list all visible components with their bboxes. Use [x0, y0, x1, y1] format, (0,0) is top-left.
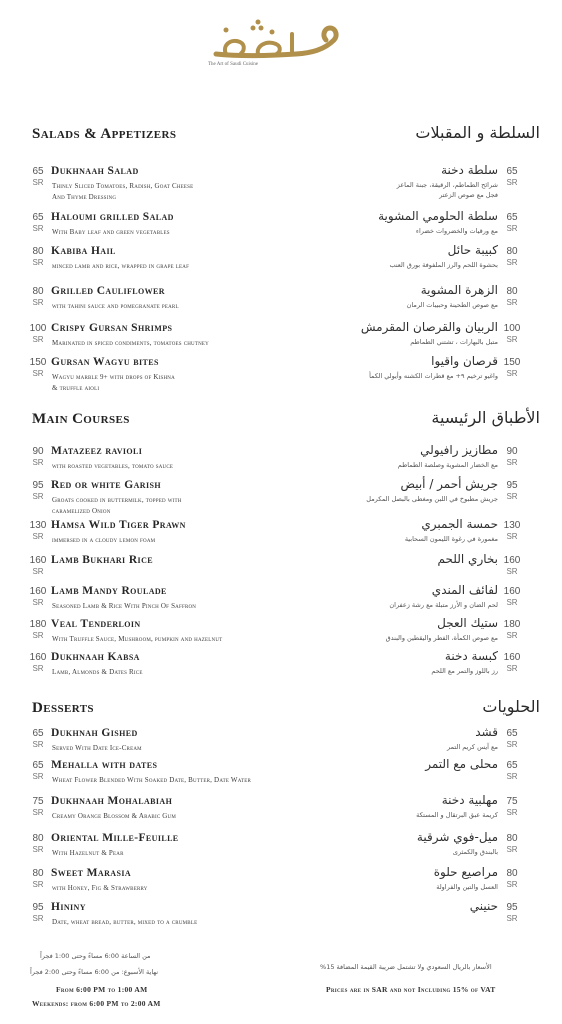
price-left [29, 619, 47, 641]
price-value: 160 [503, 586, 521, 597]
currency-label: SR [32, 845, 44, 854]
price-value: 80 [506, 246, 518, 257]
price-value: 95 [32, 902, 44, 913]
item-name-en: Hininy [51, 901, 86, 913]
price-value: 160 [29, 586, 47, 597]
item-name-ar: لفائف المندي [431, 583, 498, 597]
currency-label: SR [32, 598, 44, 607]
price-left [29, 868, 47, 890]
price-right [503, 286, 521, 308]
item-name-ar: جريش أحمر / أبيض [400, 477, 498, 491]
price-right [503, 902, 521, 924]
item-desc-en: with Honey, Fig & Strawberry [52, 884, 148, 892]
price-left [29, 323, 47, 345]
price-value: 160 [503, 652, 521, 663]
item-desc-en: With Truffle Sauce, Mushroom, pumpkin and hazelnut [52, 635, 223, 643]
price-value: 80 [506, 286, 518, 297]
item-name-ar: حمسة الجمبري [421, 517, 498, 531]
item-name-en: Gursan Wagyu bites [51, 356, 159, 368]
item-name-en: Veal Tenderloin [51, 618, 141, 630]
currency-label: SR [506, 458, 518, 467]
item-name-ar: قرصان واقيوا [431, 354, 498, 368]
currency-label: SR [32, 808, 44, 817]
item-desc-ar: بحشوة اللحم والرز الملفوفة بورق العنب [389, 261, 498, 269]
price-right [503, 357, 521, 379]
item-desc-en: Served With Date Ice-Cream [52, 744, 142, 752]
price-value: 80 [506, 868, 518, 879]
section-title-ar: الأطباق الرئيسية [431, 408, 540, 427]
price-right [503, 833, 521, 855]
item-desc-en: Wagyu marble 9+ with drops of Kishna [52, 373, 175, 381]
price-value: 95 [506, 480, 518, 491]
item-desc-en: Date, wheat bread, butter, mixed to a crumble [52, 918, 198, 926]
price-left [29, 166, 47, 188]
item-name-en: Dukhnaah Mohalabiah [51, 795, 173, 807]
price-value: 180 [29, 619, 47, 630]
item-desc-ar: شرائح الطماطم، الرقيقة، جبنة الماعز [396, 181, 498, 189]
price-right [503, 868, 521, 890]
price-value: 130 [29, 520, 47, 531]
currency-label: SR [32, 298, 44, 307]
price-value: 150 [29, 357, 47, 368]
item-name-ar: سلطة دخنة [441, 163, 498, 177]
currency-label: SR [506, 598, 518, 607]
price-value: 95 [506, 902, 518, 913]
price-left [29, 833, 47, 855]
item-name-en: Crispy Gursan Shrimps [51, 322, 173, 334]
item-name-en: Lamb Mandy Roulade [51, 585, 167, 597]
price-left [29, 246, 47, 268]
currency-label: SR [506, 808, 518, 817]
price-right [503, 446, 521, 468]
currency-label: SR [506, 772, 518, 781]
price-left [29, 357, 47, 379]
item-desc-ar: فجل مع صوص الزعتر [439, 191, 498, 199]
item-desc-en: With Baby leaf and green vegetables [52, 228, 170, 236]
item-name-en: Haloumi grilled Salad [51, 211, 174, 223]
item-name-ar: ستيك العجل [437, 616, 498, 630]
price-right [503, 760, 521, 782]
item-desc-en: with roasted vegetables, tomato sauce [52, 462, 174, 470]
item-name-ar: كبسة دخنة [444, 649, 498, 663]
vat-note-ar: الأسعار بالريال السعودي ولا تشتمل ضريبة القيمة المضافة 15% [320, 963, 492, 971]
item-desc-en: Wheat Flower Blended With Soaked Date, Butter, Date Water [52, 776, 252, 784]
item-desc-en: With Hazelnut & Pear [52, 849, 124, 857]
price-left [29, 652, 47, 674]
currency-label: SR [32, 532, 44, 541]
currency-label: SR [506, 740, 518, 749]
item-desc-ar: مع آيس كريم التمر [447, 743, 498, 751]
price-right [503, 246, 521, 268]
currency-label: SR [32, 664, 44, 673]
currency-label: SR [506, 914, 518, 923]
item-name-ar: الزهرة المشوية [420, 283, 498, 297]
item-name-ar: ميل-فوي شرقية [416, 830, 498, 844]
section-title-en: Main Courses [32, 411, 130, 427]
currency-label: SR [506, 631, 518, 640]
currency-label: SR [32, 335, 44, 344]
item-desc-en: Thinly Sliced Tomatoes, Radish, Goat Cheese [52, 182, 194, 190]
price-right [503, 619, 521, 641]
price-value: 65 [506, 760, 518, 771]
item-name-en: Hamsa Wild Tiger Prawn [51, 519, 186, 531]
item-name-en: Dukhnah Gished [51, 727, 138, 739]
section-title-ar: السلطة و المقبلات [415, 123, 540, 142]
item-desc-en: Creamy Orange Blossom & Arabic Gum [52, 812, 177, 820]
price-value: 65 [506, 166, 518, 177]
item-desc-en: minced lamb and rice, wrapped in grape leaf [52, 262, 190, 270]
brand-tagline: The Art of Saudi Cuisine [208, 62, 258, 67]
currency-label: SR [32, 224, 44, 233]
item-name-ar: قشد [475, 725, 498, 739]
section-salads-header [32, 123, 540, 148]
item-name-ar: مراصيع حلوة [433, 865, 498, 879]
price-value: 80 [32, 833, 44, 844]
price-value: 100 [29, 323, 47, 334]
item-name-ar: الربيان والقرصان المقرمش [360, 320, 498, 334]
price-left [29, 286, 47, 308]
price-value: 65 [506, 728, 518, 739]
price-value: 90 [32, 446, 44, 457]
section-title-en: Salads & Appetizers [32, 126, 177, 142]
currency-label: SR [32, 880, 44, 889]
item-desc-en: immersed in a cloudy lemon foam [52, 536, 156, 544]
item-desc-ar: كريمة عبق البرتقال و المستكة [416, 811, 498, 819]
item-desc-en: Seasoned Lamb & Rice With Pinch Of Saffron [52, 602, 197, 610]
currency-label: SR [506, 532, 518, 541]
item-name-ar: مطازيز رافيولي [420, 443, 498, 457]
hours-en-weekdays: From 6:00 PM to 1:00 AM [56, 985, 148, 994]
price-right [503, 480, 521, 502]
price-value: 160 [503, 555, 521, 566]
item-desc-ar: جريش مطبوخ في اللبن ومغطى بالبصل المكرمل [366, 495, 498, 503]
currency-label: SR [32, 458, 44, 467]
item-desc-en: And Thyme Dressing [52, 193, 117, 201]
price-value: 160 [29, 555, 47, 566]
price-left [29, 446, 47, 468]
item-name-en: Red or white Garish [51, 479, 161, 491]
currency-label: SR [506, 369, 518, 378]
price-value: 180 [503, 619, 521, 630]
item-desc-ar: بالبندق والكمثرى [452, 848, 498, 856]
currency-label: SR [32, 740, 44, 749]
currency-label: SR [506, 880, 518, 889]
price-value: 80 [32, 286, 44, 297]
currency-label: SR [506, 492, 518, 501]
price-value: 75 [506, 796, 518, 807]
price-value: 90 [506, 446, 518, 457]
currency-label: SR [506, 335, 518, 344]
price-value: 80 [32, 246, 44, 257]
currency-label: SR [506, 224, 518, 233]
price-right [503, 555, 521, 577]
price-right [503, 323, 521, 345]
price-right [503, 212, 521, 234]
item-desc-en: Lamb, Almonds & Dates Rice [52, 668, 143, 676]
currency-label: SR [32, 178, 44, 187]
price-right [503, 586, 521, 608]
price-right [503, 728, 521, 750]
item-desc-ar: مع صوص الطحينة وحبيبات الرمان [406, 301, 498, 309]
item-desc-ar: مغمورة في رغوة الليمون السحابية [404, 535, 498, 543]
item-name-en: Dukhnaah Salad [51, 165, 139, 177]
price-left [29, 555, 47, 577]
item-name-en: Mehalla with dates [51, 759, 158, 771]
item-desc-ar: مع الخضار المشوية وصلصة الطماطم [397, 461, 498, 469]
price-right [503, 796, 521, 818]
item-name-en: Sweet Marasia [51, 867, 132, 879]
price-right [503, 652, 521, 674]
price-value: 95 [32, 480, 44, 491]
hours-ar-weekends: نهاية الأسبوع: من 6:00 مساءً وحتى 2:00 فجراً [30, 968, 159, 976]
item-desc-en: Groats cooked in buttermilk, topped with [52, 496, 182, 504]
price-value: 80 [506, 833, 518, 844]
hours-ar-weekdays: من الساعة 6:00 مساءً وحتى 1:00 فجراً [40, 952, 151, 960]
currency-label: SR [506, 178, 518, 187]
hours-en-weekends: Weekends: from 6:00 PM to 2:00 AM [32, 999, 161, 1008]
item-desc-ar: متبل بالبهارات ، تشتني الطماطم [410, 338, 498, 346]
item-name-en: Grilled Cauliflower [51, 285, 165, 297]
item-desc-ar: لحم الضان و الأرز متبلة مع رشة زعفران [389, 601, 498, 609]
item-desc-en: & truffle aioli [52, 384, 100, 392]
currency-label: SR [32, 567, 44, 576]
currency-label: SR [506, 298, 518, 307]
item-name-ar: حنيني [469, 899, 498, 913]
item-desc-ar: رز باللوز والتمر مع اللحم [431, 667, 498, 675]
item-name-ar: بخاري اللحم [437, 552, 498, 566]
price-value: 160 [29, 652, 47, 663]
currency-label: SR [32, 369, 44, 378]
currency-label: SR [506, 664, 518, 673]
currency-label: SR [506, 258, 518, 267]
currency-label: SR [32, 772, 44, 781]
price-value: 130 [503, 520, 521, 531]
item-name-ar: مهلبية دخنة [441, 793, 498, 807]
item-desc-en: with tahini sauce and pomegranate pearl [52, 302, 179, 310]
item-name-en: Matazeez ravioli [51, 445, 143, 457]
item-name-en: Dukhnaah Kabsa [51, 651, 140, 663]
price-left [29, 480, 47, 502]
price-value: 65 [32, 166, 44, 177]
currency-label: SR [32, 631, 44, 640]
item-desc-ar: مع صوص الكمأة، الفطر واليقطين والبندق [385, 634, 498, 642]
item-name-en: Oriental Mille-Feuille [51, 832, 179, 844]
item-name-en: Lamb Bukhari Rice [51, 554, 153, 566]
item-desc-en: caramelized Onion [52, 507, 111, 515]
item-desc-en: Marinated in spiced condiments, tomatoes chutney [52, 339, 209, 347]
item-name-en: Kabiba Hail [51, 245, 116, 257]
item-desc-ar: واغيو ترخيم ٩+ مع قطرات الكشنه وأيولي الكمأ [369, 372, 498, 380]
price-left [29, 520, 47, 542]
section-desserts-header [32, 697, 540, 722]
price-left [29, 586, 47, 608]
vat-note-en: Prices are in SAR and not Including 15% of VAT [326, 985, 496, 994]
section-title-en: Desserts [32, 700, 94, 716]
price-value: 65 [32, 760, 44, 771]
currency-label: SR [506, 567, 518, 576]
currency-label: SR [32, 914, 44, 923]
section-title-ar: الحلويات [482, 697, 540, 716]
price-value: 65 [506, 212, 518, 223]
price-value: 65 [32, 212, 44, 223]
section-main-header [32, 408, 540, 433]
price-value: 100 [503, 323, 521, 334]
price-value: 150 [503, 357, 521, 368]
price-left [29, 902, 47, 924]
item-name-ar: محلى مع التمر [425, 757, 498, 771]
currency-label: SR [32, 492, 44, 501]
price-value: 80 [32, 868, 44, 879]
item-name-ar: كبيبة حائل [447, 243, 498, 257]
price-left [29, 760, 47, 782]
currency-label: SR [506, 845, 518, 854]
item-desc-ar: مع ورقيات والخضروات خضراء [415, 227, 498, 235]
price-value: 75 [32, 796, 44, 807]
price-right [503, 520, 521, 542]
item-desc-ar: العسل والتين والفراولة [436, 883, 498, 891]
price-right [503, 166, 521, 188]
currency-label: SR [32, 258, 44, 267]
item-name-ar: سلطة الحلومي المشوية [378, 209, 498, 223]
price-left [29, 728, 47, 750]
price-left [29, 212, 47, 234]
price-value: 65 [32, 728, 44, 739]
price-left [29, 796, 47, 818]
